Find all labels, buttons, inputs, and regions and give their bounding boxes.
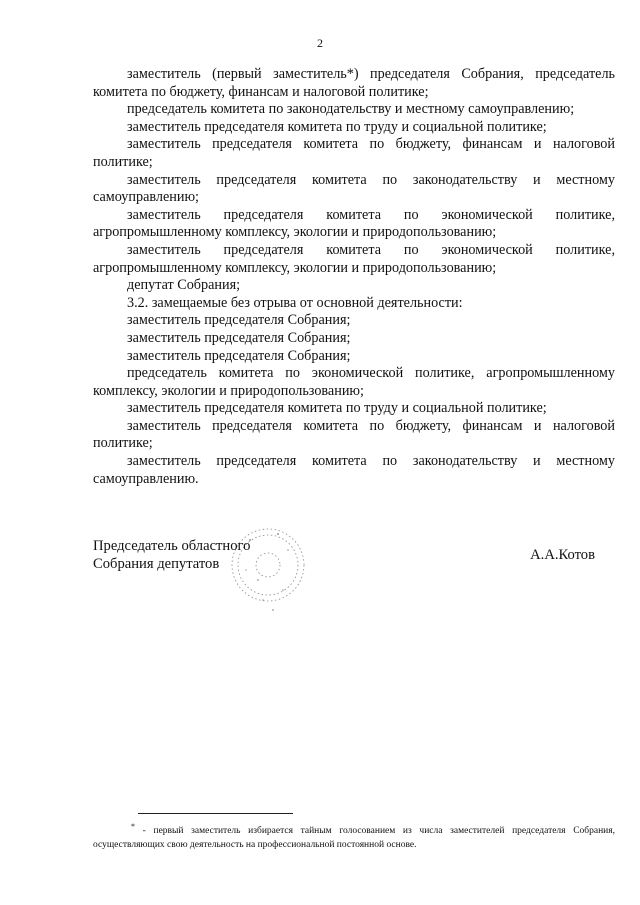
paragraph: заместитель председателя Собрания; — [127, 312, 351, 329]
signer-title-line2: Собрания депутатов — [93, 555, 220, 572]
paragraph: заместитель председателя комитета по экономической политике, агропромышленному комплексу, экологии и природопользованию; — [93, 206, 615, 241]
paragraph: 3.2. замещаемые без отрыва от основной деятельности: — [127, 294, 463, 311]
paragraph: заместитель председателя комитета по законодательству и местному самоуправлению. — [93, 453, 615, 487]
paragraph: заместитель председателя комитета по экономической политике, агропромышленному комплексу, экологии и природопользованию; — [93, 241, 615, 276]
footnote-mark: * — [131, 822, 135, 831]
paragraph: председатель комитета по законодательству и местному самоуправлению; — [127, 101, 575, 118]
signer-name: А.А.Котов — [530, 547, 595, 563]
paragraph: заместитель председателя Собрания; — [127, 347, 351, 364]
paragraph: заместитель председателя комитета по бюджету, финансам и налоговой политике; — [93, 136, 615, 170]
footnote-text: - первый заместитель избирается тайным голосованием из числа заместителей председателя Собрания, осуществляющих свою деятельность на профессиональной постоянной основе. — [93, 826, 616, 851]
paragraph: заместитель председателя комитета по труду и социальной политике; — [127, 400, 547, 417]
paragraph: заместитель председателя комитета по бюджету, финансам и налоговой политике; — [93, 417, 615, 452]
page-number: 2 — [317, 36, 323, 50]
paragraph: заместитель председателя комитета по труду и социальной политике; — [127, 118, 547, 135]
paragraph: депутат Собрания; — [127, 277, 241, 294]
paragraph: заместитель (первый заместитель*) председателя Собрания, председатель комитета по бюджету, финансам и налоговой политике; — [93, 66, 615, 100]
document-body — [93, 66, 615, 488]
footnote — [93, 820, 615, 852]
footnote-divider — [138, 813, 293, 814]
paragraph: председатель комитета по экономической политике, агропромышленному комплексу, экологии и природопользованию; — [93, 365, 615, 399]
paragraph: заместитель председателя Собрания; — [127, 329, 351, 346]
paragraph: заместитель председателя комитета по законодательству и местному самоуправлению; — [93, 171, 615, 206]
signer-title-line1: Председатель областного — [93, 538, 251, 554]
